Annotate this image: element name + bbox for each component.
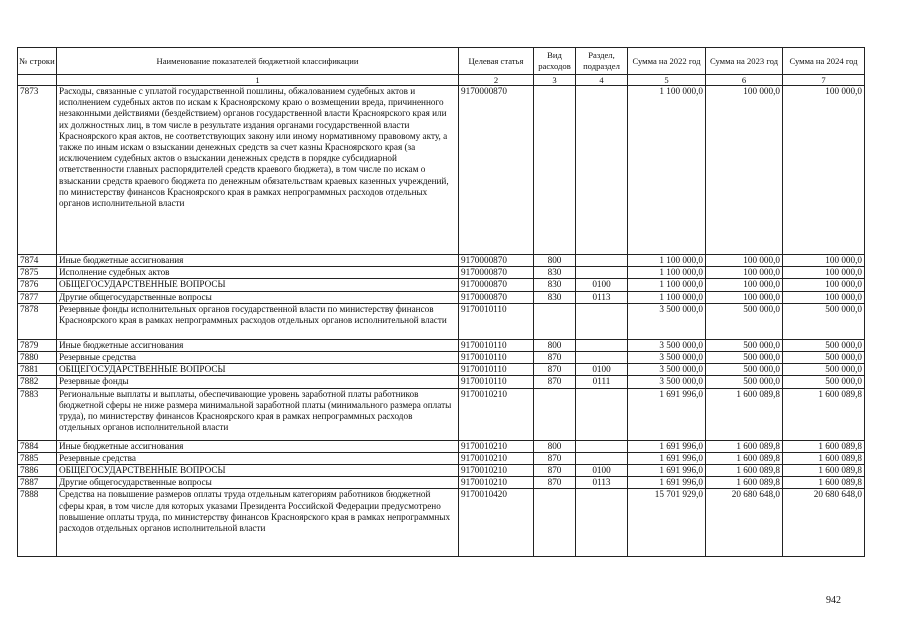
- row-amount-2023: 100 000,0: [706, 279, 783, 291]
- row-number: 7885: [18, 452, 57, 464]
- row-amount-2024: 1 600 089,8: [783, 388, 865, 440]
- row-number: 7884: [18, 440, 57, 452]
- column-number-row: [18, 75, 865, 86]
- budget-table: [17, 47, 865, 557]
- header-num: № строки: [18, 48, 57, 75]
- row-target: 9170010210: [459, 465, 534, 477]
- row-amount-2022: 3 500 000,0: [628, 339, 706, 351]
- row-amount-2024: 100 000,0: [783, 267, 865, 279]
- column-number: 3: [534, 75, 576, 86]
- row-number: 7878: [18, 303, 57, 339]
- row-amount-2023: 500 000,0: [706, 303, 783, 339]
- row-amount-2024: 100 000,0: [783, 279, 865, 291]
- row-exp-type: 870: [534, 376, 576, 388]
- column-number: 2: [459, 75, 534, 86]
- row-name: ОБЩЕГОСУДАРСТВЕННЫЕ ВОПРОСЫ: [57, 364, 459, 376]
- row-number: 7883: [18, 388, 57, 440]
- table-row: [18, 255, 865, 267]
- row-amount-2022: 1 691 996,0: [628, 477, 706, 489]
- row-number: 7877: [18, 291, 57, 303]
- row-exp-type: 830: [534, 291, 576, 303]
- column-number: 4: [576, 75, 628, 86]
- row-amount-2023: 1 600 089,8: [706, 465, 783, 477]
- table-row: [18, 376, 865, 388]
- header-row: [18, 48, 865, 75]
- row-target: 9170000870: [459, 267, 534, 279]
- header-2022: Сумма на 2022 год: [628, 48, 706, 75]
- table-row: [18, 440, 865, 452]
- row-section: [576, 388, 628, 440]
- row-amount-2024: 500 000,0: [783, 339, 865, 351]
- row-amount-2022: 15 701 929,0: [628, 489, 706, 557]
- row-exp-type: 870: [534, 352, 576, 364]
- row-target: 9170000870: [459, 86, 534, 255]
- row-amount-2024: 500 000,0: [783, 352, 865, 364]
- table-row: [18, 267, 865, 279]
- row-section: 0100: [576, 465, 628, 477]
- row-name: Исполнение судебных актов: [57, 267, 459, 279]
- row-number: 7875: [18, 267, 57, 279]
- row-target: 9170010420: [459, 489, 534, 557]
- row-number: 7887: [18, 477, 57, 489]
- row-amount-2024: 1 600 089,8: [783, 477, 865, 489]
- row-section: 0113: [576, 477, 628, 489]
- row-amount-2023: 100 000,0: [706, 267, 783, 279]
- row-amount-2024: 1 600 089,8: [783, 440, 865, 452]
- row-amount-2022: 3 500 000,0: [628, 303, 706, 339]
- table-row: [18, 388, 865, 440]
- row-exp-type: [534, 489, 576, 557]
- row-exp-type: 870: [534, 477, 576, 489]
- row-section: [576, 86, 628, 255]
- row-number: 7882: [18, 376, 57, 388]
- row-amount-2024: 100 000,0: [783, 86, 865, 255]
- row-amount-2022: 1 691 996,0: [628, 452, 706, 464]
- row-target: 9170010110: [459, 303, 534, 339]
- row-exp-type: 870: [534, 452, 576, 464]
- row-exp-type: [534, 86, 576, 255]
- row-amount-2022: 1 100 000,0: [628, 255, 706, 267]
- row-target: 9170010110: [459, 339, 534, 351]
- row-amount-2023: 500 000,0: [706, 376, 783, 388]
- row-amount-2024: 20 680 648,0: [783, 489, 865, 557]
- row-amount-2024: 100 000,0: [783, 255, 865, 267]
- row-exp-type: 830: [534, 267, 576, 279]
- table-row: [18, 352, 865, 364]
- row-amount-2023: 500 000,0: [706, 352, 783, 364]
- row-amount-2022: 1 100 000,0: [628, 86, 706, 255]
- table-row: [18, 279, 865, 291]
- row-name: Резервные средства: [57, 452, 459, 464]
- row-name: Иные бюджетные ассигнования: [57, 440, 459, 452]
- row-section: [576, 352, 628, 364]
- row-target: 9170000870: [459, 255, 534, 267]
- table-row: [18, 291, 865, 303]
- row-amount-2023: 1 600 089,8: [706, 440, 783, 452]
- row-section: [576, 452, 628, 464]
- row-exp-type: 800: [534, 339, 576, 351]
- row-target: 9170010210: [459, 477, 534, 489]
- row-section: [576, 440, 628, 452]
- row-amount-2023: 100 000,0: [706, 291, 783, 303]
- row-number: 7880: [18, 352, 57, 364]
- row-name: Резервные средства: [57, 352, 459, 364]
- table-row: [18, 477, 865, 489]
- row-section: 0113: [576, 291, 628, 303]
- row-section: 0100: [576, 279, 628, 291]
- row-exp-type: 870: [534, 465, 576, 477]
- row-amount-2022: 1 100 000,0: [628, 267, 706, 279]
- row-amount-2023: 1 600 089,8: [706, 452, 783, 464]
- row-amount-2022: 3 500 000,0: [628, 376, 706, 388]
- row-name: Региональные выплаты и выплаты, обеспечивающие уровень заработной платы работников бюджетной сферы не ниже размера минимальной заработной платы (минимального размера оплаты труда), по министерству финансов Красноярского края в рамках непрограммных расходов отдельных органов исполнительной власти: [57, 388, 459, 440]
- row-exp-type: 800: [534, 255, 576, 267]
- row-amount-2023: 100 000,0: [706, 86, 783, 255]
- row-section: [576, 255, 628, 267]
- row-amount-2023: 1 600 089,8: [706, 477, 783, 489]
- row-amount-2024: 500 000,0: [783, 364, 865, 376]
- row-amount-2022: 3 500 000,0: [628, 352, 706, 364]
- row-number: 7876: [18, 279, 57, 291]
- header-2023: Сумма на 2023 год: [706, 48, 783, 75]
- row-number: 7873: [18, 86, 57, 255]
- column-number: [18, 75, 57, 86]
- row-amount-2022: 1 691 996,0: [628, 465, 706, 477]
- row-number: 7874: [18, 255, 57, 267]
- row-amount-2022: 1 691 996,0: [628, 440, 706, 452]
- row-name: Иные бюджетные ассигнования: [57, 339, 459, 351]
- row-number: 7881: [18, 364, 57, 376]
- table-row: [18, 303, 865, 339]
- table-row: [18, 489, 865, 557]
- row-name: Расходы, связанные с уплатой государственной пошлины, обжалованием судебных актов и исполнением судебных актов по искам к Красноярскому краю о возмещении вреда, причиненного незаконными действиями (бездействием) органов государственной власти Красноярского края или их должностных лиц, в том числе в результате издания органами государственной власти Красноярского края актов, не соответствующих закону или иному нормативному правовому акту, а также по иным искам о взыскании денежных средств за счет казны Красноярского края (за исключением судебных актов о взыскании денежных средств в порядке субсидиарной ответственности главных распорядителей средств краевого бюджета), в том числе по искам о взыскании средств краевого бюджета по денежным обязательствам краевых казенных учреждений, по министерству финансов Красноярского края в рамках непрограммных расходов отдельных органов исполнительной власти: [57, 86, 459, 255]
- row-target: 9170010110: [459, 376, 534, 388]
- row-amount-2022: 1 100 000,0: [628, 291, 706, 303]
- header-2024: Сумма на 2024 год: [783, 48, 865, 75]
- row-amount-2024: 100 000,0: [783, 291, 865, 303]
- row-section: 0111: [576, 376, 628, 388]
- row-section: [576, 339, 628, 351]
- table-row: [18, 86, 865, 255]
- row-name: Средства на повышение размеров оплаты труда отдельным категориям работников бюджетной сферы края, в том числе для которых указами Президента Российской Федерации предусмотрено повышение оплаты труда, по министерству финансов Красноярского края в рамках непрограммных расходов отдельных органов исполнительной власти: [57, 489, 459, 557]
- page-number: 942: [826, 595, 841, 606]
- row-target: 9170010110: [459, 352, 534, 364]
- row-number: 7886: [18, 465, 57, 477]
- row-name: ОБЩЕГОСУДАРСТВЕННЫЕ ВОПРОСЫ: [57, 279, 459, 291]
- row-target: 9170010110: [459, 364, 534, 376]
- row-section: [576, 303, 628, 339]
- row-amount-2023: 100 000,0: [706, 255, 783, 267]
- row-target: 9170010210: [459, 388, 534, 440]
- header-target: Целевая статья: [459, 48, 534, 75]
- header-section: Раздел, подраздел: [576, 48, 628, 75]
- table-row: [18, 465, 865, 477]
- row-amount-2022: 1 691 996,0: [628, 388, 706, 440]
- row-name: Другие общегосударственные вопросы: [57, 291, 459, 303]
- column-number: 5: [628, 75, 706, 86]
- row-section: [576, 267, 628, 279]
- row-amount-2022: 3 500 000,0: [628, 364, 706, 376]
- row-amount-2024: 500 000,0: [783, 303, 865, 339]
- column-number: 7: [783, 75, 865, 86]
- row-target: 9170000870: [459, 279, 534, 291]
- column-number: 6: [706, 75, 783, 86]
- row-name: Другие общегосударственные вопросы: [57, 477, 459, 489]
- row-exp-type: 830: [534, 279, 576, 291]
- row-section: 0100: [576, 364, 628, 376]
- row-exp-type: [534, 303, 576, 339]
- table-row: [18, 452, 865, 464]
- row-amount-2024: 500 000,0: [783, 376, 865, 388]
- row-number: 7888: [18, 489, 57, 557]
- row-name: ОБЩЕГОСУДАРСТВЕННЫЕ ВОПРОСЫ: [57, 465, 459, 477]
- row-amount-2023: 20 680 648,0: [706, 489, 783, 557]
- table-row: [18, 339, 865, 351]
- table-row: [18, 364, 865, 376]
- row-name: Резервные фонды исполнительных органов государственной власти по министерству финансов Красноярского края в рамках непрограммных расходов отдельных органов исполнительной власти: [57, 303, 459, 339]
- column-number: 1: [57, 75, 459, 86]
- header-name: Наименование показателей бюджетной классификации: [57, 48, 459, 75]
- row-exp-type: 800: [534, 440, 576, 452]
- row-name: Резервные фонды: [57, 376, 459, 388]
- row-amount-2022: 1 100 000,0: [628, 279, 706, 291]
- row-exp-type: 870: [534, 364, 576, 376]
- row-amount-2023: 500 000,0: [706, 364, 783, 376]
- row-name: Иные бюджетные ассигнования: [57, 255, 459, 267]
- row-section: [576, 489, 628, 557]
- row-amount-2023: 500 000,0: [706, 339, 783, 351]
- row-target: 9170000870: [459, 291, 534, 303]
- header-exp-type: Вид расходов: [534, 48, 576, 75]
- row-target: 9170010210: [459, 452, 534, 464]
- row-exp-type: [534, 388, 576, 440]
- row-amount-2024: 1 600 089,8: [783, 465, 865, 477]
- row-amount-2023: 1 600 089,8: [706, 388, 783, 440]
- row-number: 7879: [18, 339, 57, 351]
- table-body: [18, 86, 865, 557]
- row-target: 9170010210: [459, 440, 534, 452]
- row-amount-2024: 1 600 089,8: [783, 452, 865, 464]
